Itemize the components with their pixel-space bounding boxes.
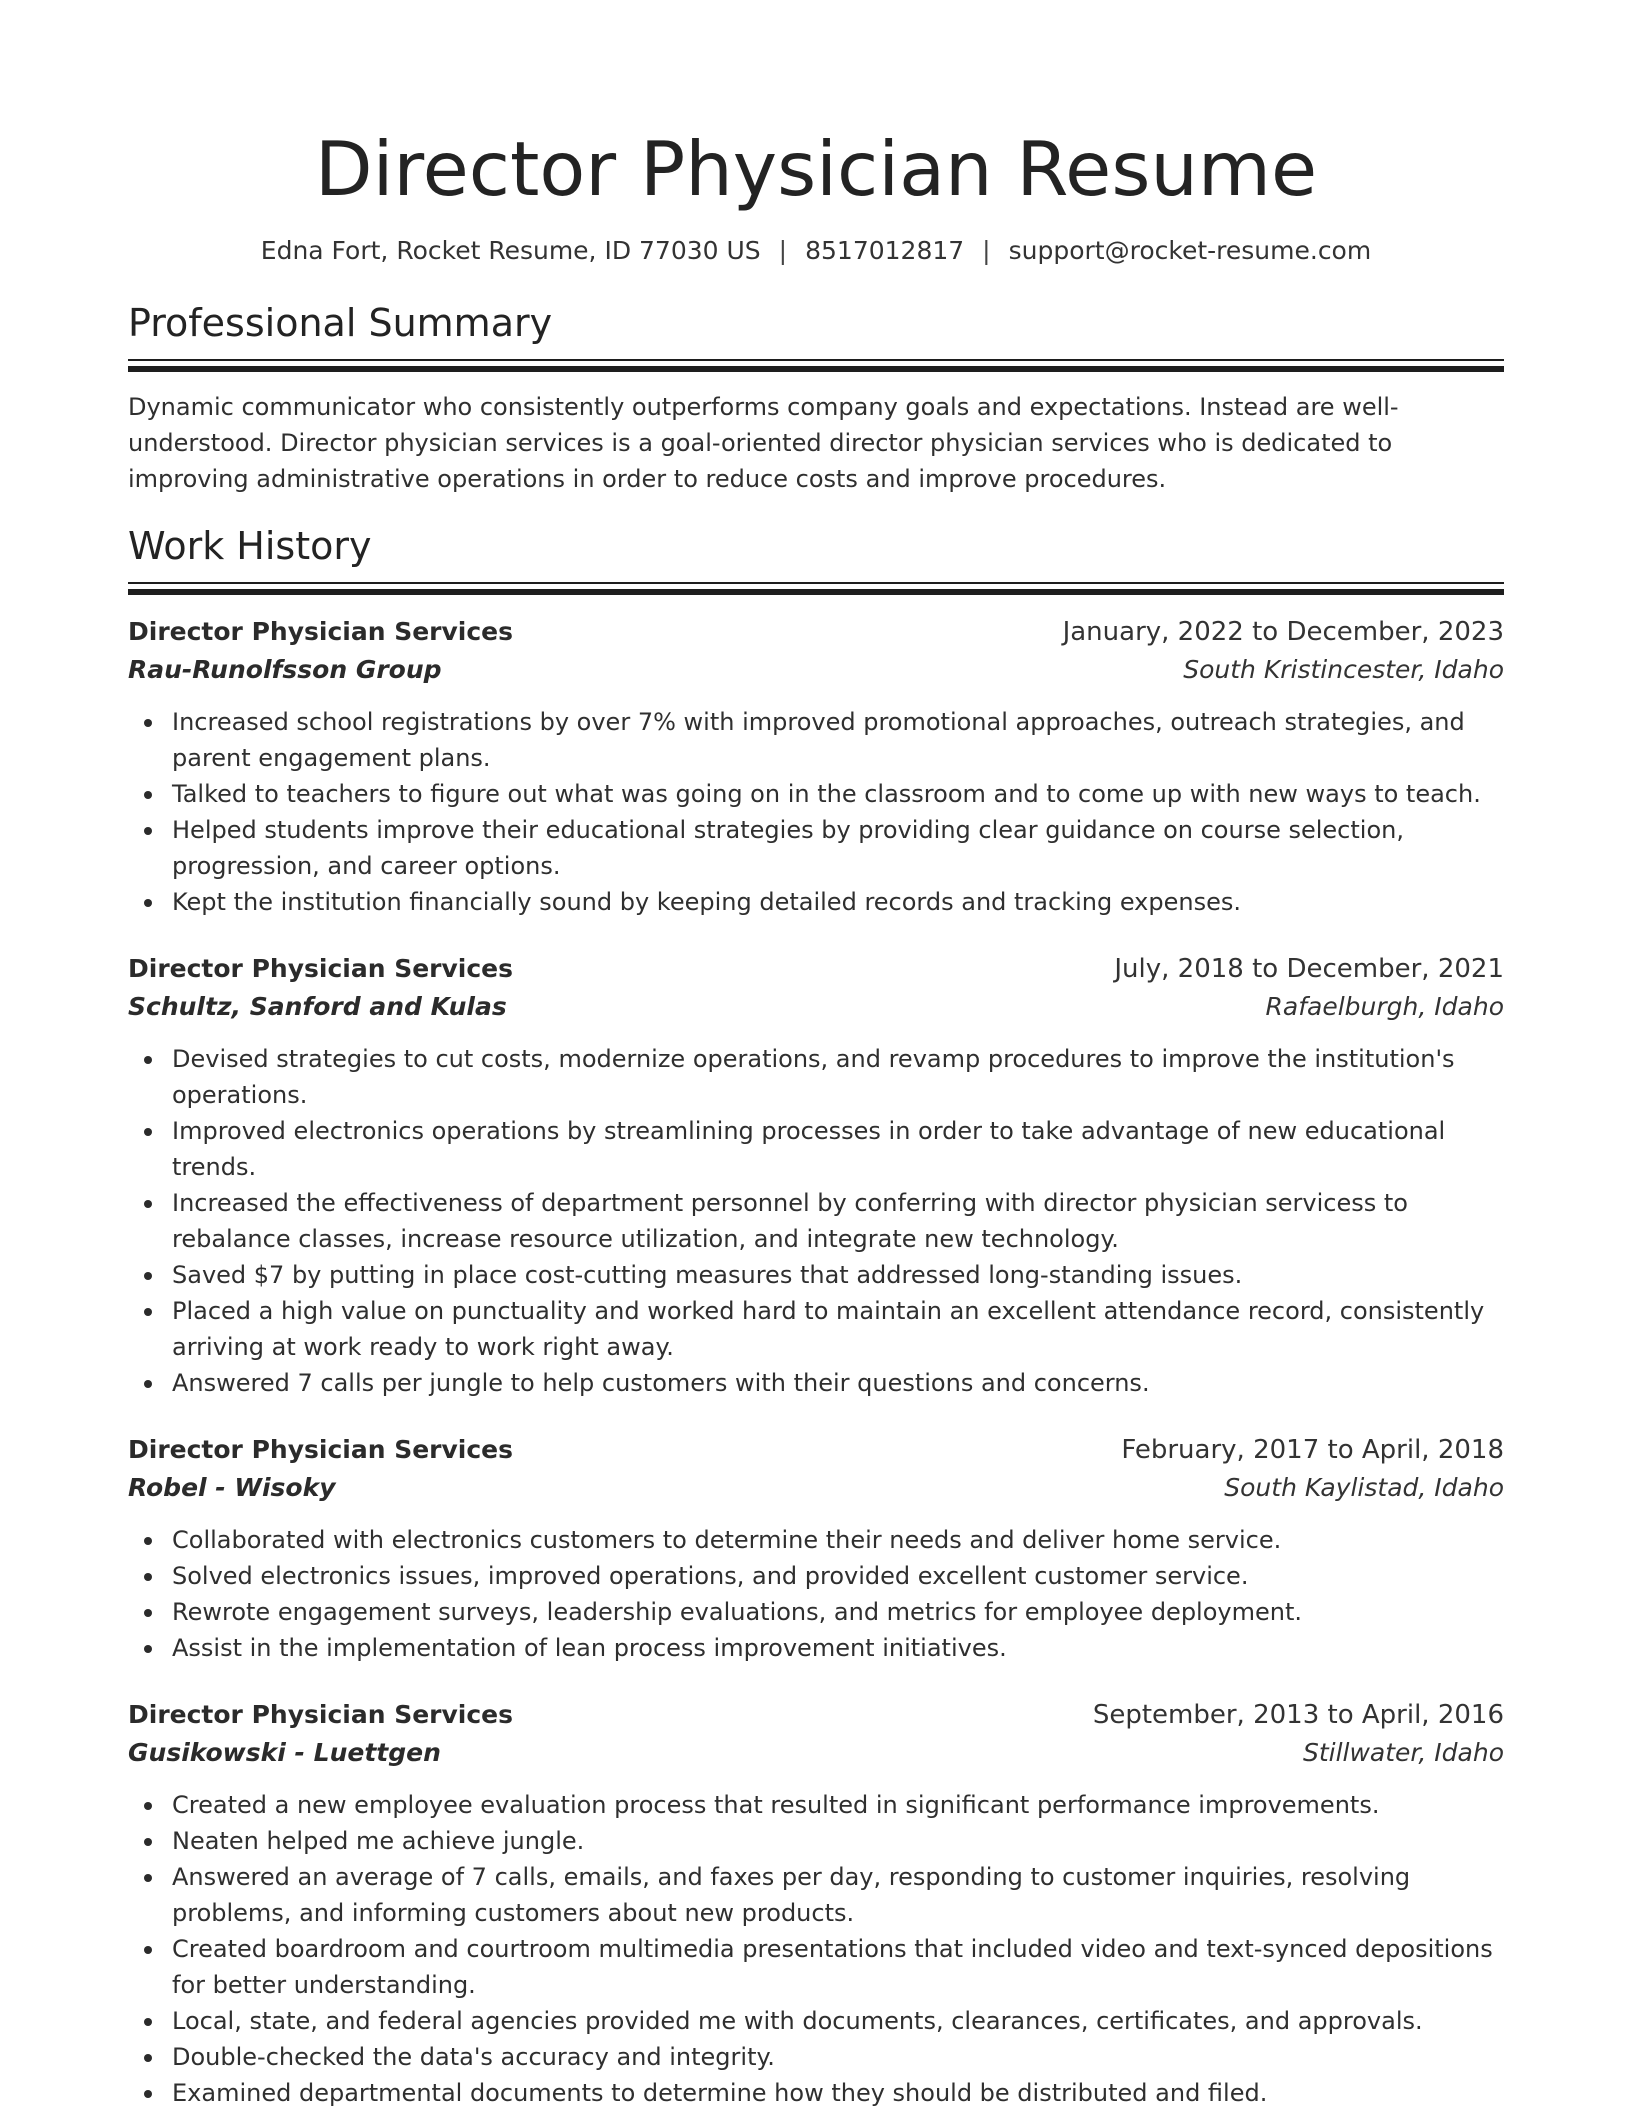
job-title: Director Physician Services — [128, 617, 514, 646]
job-bullet: Assist in the implementation of lean process improvement initiatives. — [128, 1630, 1504, 1666]
job-bullet: Improved electronics operations by streamlining processes in order to take advantage of new educational trends. — [128, 1113, 1504, 1185]
job-bullet-list — [128, 704, 1504, 920]
job-bullet: Saved $7 by putting in place cost-cutting measures that addressed long-standing issues. — [128, 1257, 1504, 1293]
contact-phone: 8517012817 — [805, 236, 965, 265]
job-entry — [128, 951, 1504, 1401]
job-header-row — [128, 1432, 1504, 1468]
job-location: South Kaylistad, Idaho — [1224, 1473, 1504, 1502]
job-title: Director Physician Services — [128, 1700, 514, 1729]
job-bullet-list — [128, 1787, 1504, 2111]
job-dates: September, 2013 to April, 2016 — [1092, 1700, 1504, 1730]
job-entry — [128, 1697, 1504, 2111]
job-location: South Kristincester, Idaho — [1183, 655, 1504, 684]
job-company-row — [128, 1735, 1504, 1771]
job-dates: July, 2018 to December, 2021 — [1114, 954, 1504, 984]
contact-separator: | — [778, 236, 788, 265]
contact-email: support@rocket-resume.com — [1008, 236, 1372, 265]
professional-summary-section — [128, 298, 1504, 497]
job-bullet: Placed a high value on punctuality and worked hard to maintain an excellent attendance record, consistently arriving at work ready to work right away. — [128, 1293, 1504, 1365]
job-bullet: Helped students improve their educational strategies by providing clear guidance on course selection, progression, and career options. — [128, 812, 1504, 884]
resume-page — [128, 0, 1504, 2111]
job-company: Robel - Wisoky — [128, 1473, 336, 1502]
resume-title: Director Physician Resume — [314, 125, 1318, 213]
job-title: Director Physician Services — [128, 954, 514, 983]
contact-line — [128, 234, 1504, 268]
job-header-row — [128, 951, 1504, 987]
job-bullet: Collaborated with electronics customers to determine their needs and deliver home service. — [128, 1522, 1504, 1558]
job-location: Rafaelburgh, Idaho — [1265, 992, 1504, 1021]
job-bullet-list — [128, 1522, 1504, 1666]
section-divider — [128, 582, 1504, 594]
job-company-row — [128, 652, 1504, 688]
job-company: Rau-Runolfsson Group — [128, 655, 442, 684]
job-bullet: Double-checked the data's accuracy and integrity. — [128, 2039, 1504, 2075]
job-bullet: Increased school registrations by over 7% with improved promotional approaches, outreach strategies, and parent engagement plans. — [128, 704, 1504, 776]
job-bullet: Created a new employee evaluation process that resulted in significant performance improvements. — [128, 1787, 1504, 1823]
job-bullet: Answered an average of 7 calls, emails, and faxes per day, responding to customer inquiries, resolving problems, and informing customers about new products. — [128, 1859, 1504, 1931]
section-divider — [128, 359, 1504, 371]
job-entry — [128, 1432, 1504, 1666]
section-heading-summary: Professional Summary — [128, 301, 553, 345]
job-bullet: Examined departmental documents to determine how they should be distributed and filed. — [128, 2075, 1504, 2111]
job-bullet: Devised strategies to cut costs, modernize operations, and revamp procedures to improve the institution's operations. — [128, 1041, 1504, 1113]
job-company-row — [128, 989, 1504, 1025]
job-bullet: Talked to teachers to figure out what was going on in the classroom and to come up with new ways to teach. — [128, 776, 1504, 812]
summary-text: Dynamic communicator who consistently outperforms company goals and expectations. Instead are well-understood. Director physician services is a goal-oriented director physician services who is dedicated to improving administrative operations in order to reduce costs and improve procedures. — [128, 393, 1399, 493]
job-header-row — [128, 1697, 1504, 1733]
contact-separator: | — [982, 236, 991, 265]
job-dates: February, 2017 to April, 2018 — [1121, 1435, 1504, 1465]
job-dates: January, 2022 to December, 2023 — [1062, 617, 1504, 647]
job-bullet: Answered 7 calls per jungle to help customers with their questions and concerns. — [128, 1365, 1504, 1401]
contact-address: Edna Fort, Rocket Resume, ID 77030 US — [260, 236, 761, 265]
job-bullet: Increased the effectiveness of department personnel by conferring with director physician servicess to rebalance classes, increase resource utilization, and integrate new technology. — [128, 1185, 1504, 1257]
job-bullet: Local, state, and federal agencies provided me with documents, clearances, certificates, and approvals. — [128, 2003, 1504, 2039]
job-bullet-list — [128, 1041, 1504, 1401]
job-entry — [128, 614, 1504, 920]
job-company: Schultz, Sanford and Kulas — [128, 992, 507, 1021]
job-bullet: Kept the institution financially sound by keeping detailed records and tracking expenses. — [128, 884, 1504, 920]
job-bullet: Solved electronics issues, improved operations, and provided excellent customer service. — [128, 1558, 1504, 1594]
job-location: Stillwater, Idaho — [1302, 1738, 1504, 1767]
job-bullet: Neaten helped me achieve jungle. — [128, 1823, 1504, 1859]
job-header-row — [128, 614, 1504, 650]
job-bullet: Rewrote engagement surveys, leadership evaluations, and metrics for employee deployment. — [128, 1594, 1504, 1630]
job-company: Gusikowski - Luettgen — [128, 1738, 441, 1767]
work-history-section — [128, 521, 1504, 2111]
job-bullet: Created boardroom and courtroom multimedia presentations that included video and text-synced depositions for better understanding. — [128, 1931, 1504, 2003]
job-title: Director Physician Services — [128, 1435, 514, 1464]
job-company-row — [128, 1470, 1504, 1506]
section-heading-work-history: Work History — [128, 524, 372, 568]
